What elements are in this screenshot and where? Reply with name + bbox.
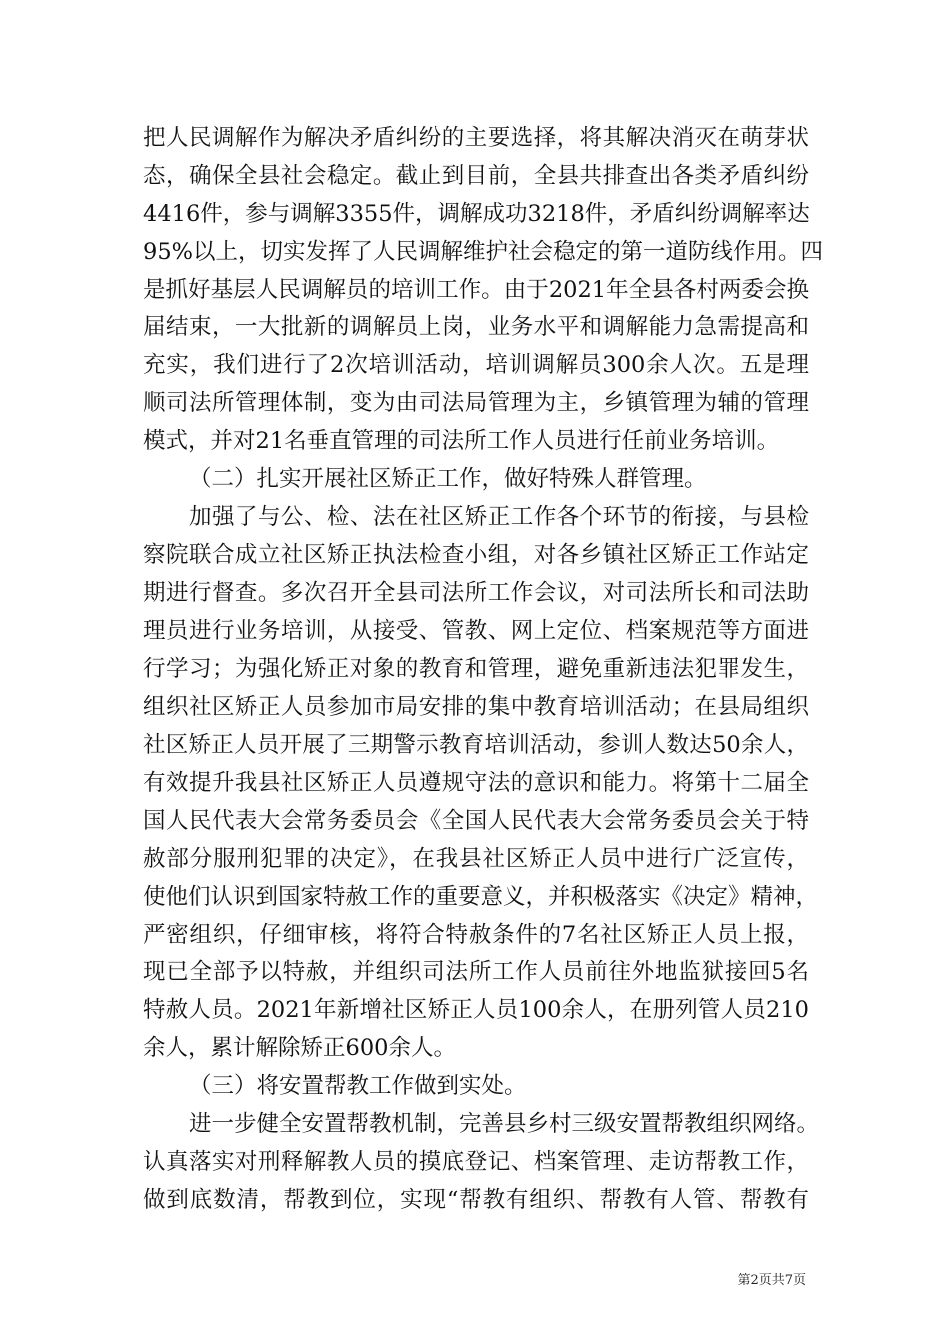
section-heading-3: （三）将安置帮教工作做到实处。 xyxy=(189,1073,527,1099)
body-text-line: 认真落实对刑释解教人员的摸底登记、档案管理、走访帮教工作， xyxy=(143,1149,809,1175)
body-text-line: 充实，我们进行了2次培训活动，培训调解员300余人次。五是理 xyxy=(143,352,809,378)
body-text-line: 社区矫正人员开展了三期警示教育培训活动，参训人数达50余人， xyxy=(143,732,809,758)
body-text-line: 察院联合成立社区矫正执法检查小组，对各乡镇社区矫正工作站定 xyxy=(143,542,809,568)
body-text-line: 特赦人员。2021年新增社区矫正人员100余人，在册列管人员210 xyxy=(143,997,809,1023)
body-text-line: 做到底数清，帮教到位，实现“帮教有组织、帮教有人管、帮教有 xyxy=(143,1187,809,1213)
page-number-footer: 第2页共7页 xyxy=(737,1273,806,1288)
section-heading-2: （二）扎实开展社区矫正工作，做好特殊人群管理。 xyxy=(189,466,707,492)
body-text-line: 现已全部予以特赦，并组织司法所工作人员前往外地监狱接回5名 xyxy=(143,959,809,985)
body-text-line: 95%以上，切实发挥了人民调解维护社会稳定的第一道防线作用。四 xyxy=(143,239,824,265)
body-text-line: 态，确保全县社会稳定。截止到目前，全县共排查出各类矛盾纠纷 xyxy=(143,163,809,189)
body-text-line: 是抓好基层人民调解员的培训工作。由于2021年全县各村两委会换 xyxy=(143,277,809,303)
body-text-line: 行学习；为强化矫正对象的教育和管理，避免重新违法犯罪发生， xyxy=(143,656,809,682)
body-text-line: 有效提升我县社区矫正人员遵规守法的意识和能力。将第十二届全 xyxy=(143,770,809,796)
body-text-line: 严密组织，仔细审核，将符合特赦条件的7名社区矫正人员上报， xyxy=(143,922,809,948)
body-text-line: 国人民代表大会常务委员会《全国人民代表大会常务委员会关于特 xyxy=(143,808,809,834)
body-text-line: 组织社区矫正人员参加市局安排的集中教育培训活动；在县局组织 xyxy=(143,694,809,720)
body-text-line: 顺司法所管理体制，变为由司法局管理为主，乡镇管理为辅的管理 xyxy=(143,390,809,416)
body-text-line: 余人，累计解除矫正600余人。 xyxy=(143,1035,456,1061)
body-text-line: 理员进行业务培训，从接受、管教、网上定位、档案规范等方面进 xyxy=(143,618,809,644)
body-text-line: 模式，并对21名垂直管理的司法所工作人员进行任前业务培训。 xyxy=(143,428,780,454)
body-text-line: 赦部分服刑犯罪的决定》，在我县社区矫正人员中进行广泛宣传， xyxy=(143,846,809,872)
body-text-line: 4416件，参与调解3355件，调解成功3218件，矛盾纠纷调解率达 xyxy=(143,201,810,227)
body-text-line: 进一步健全安置帮教机制，完善县乡村三级安置帮教组织网络。 xyxy=(189,1111,820,1137)
body-text-line: 期进行督查。多次召开全县司法所工作会议，对司法所长和司法助 xyxy=(143,580,809,606)
body-text-line: 使他们认识到国家特赦工作的重要意义，并积极落实《决定》精神， xyxy=(143,884,819,910)
body-text-line: 加强了与公、检、法在社区矫正工作各个环节的衔接，与县检 xyxy=(189,504,809,530)
body-text-line: 届结束，一大批新的调解员上岗，业务水平和调解能力急需提高和 xyxy=(143,314,809,340)
body-text-line: 把人民调解作为解决矛盾纠纷的主要选择，将其解决消灭在萌芽状 xyxy=(143,125,809,151)
